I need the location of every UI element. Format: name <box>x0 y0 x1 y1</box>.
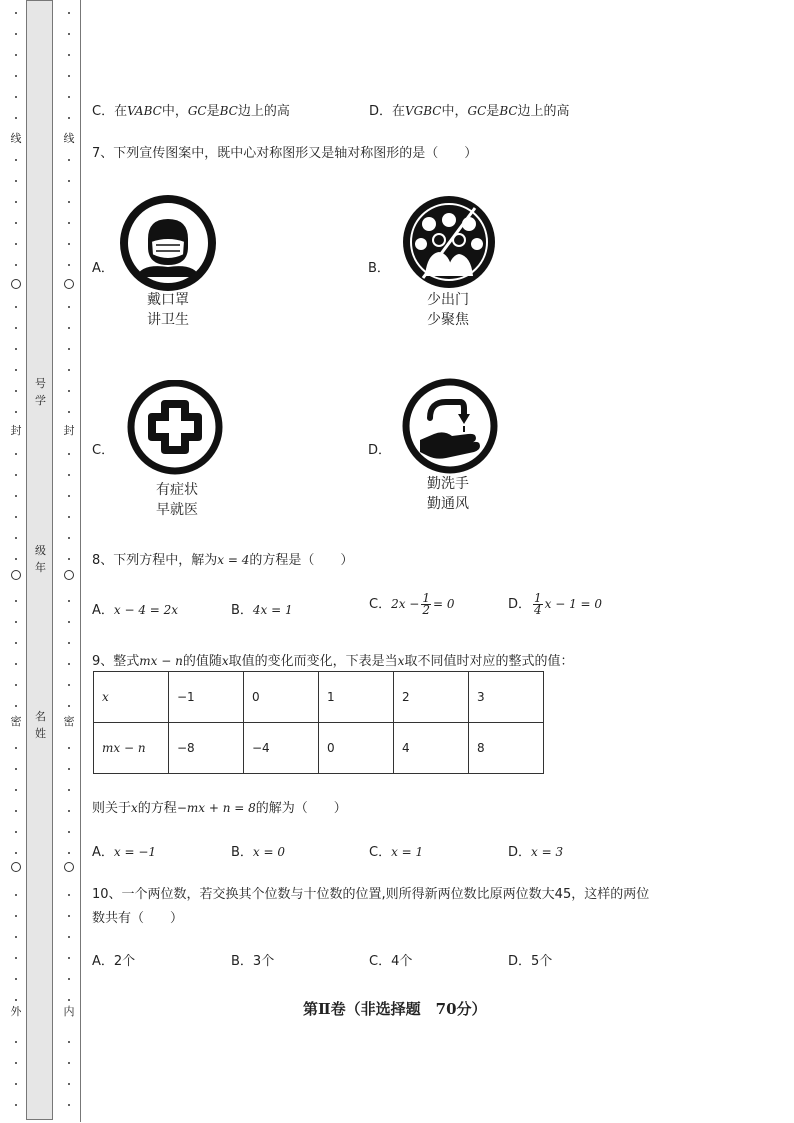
q8-option-c[interactable] <box>369 593 455 616</box>
caption-line: 早就医 <box>156 502 198 518</box>
cut-line-dot <box>68 1062 70 1064</box>
q7-option-b-caption <box>393 290 503 330</box>
q9-option-c[interactable] <box>369 841 423 860</box>
cut-line-dot <box>15 306 17 308</box>
q7-option-d-letter[interactable]: D． <box>368 443 392 458</box>
option-text: 边上的高 <box>517 104 570 119</box>
cut-line-dot <box>15 957 17 959</box>
cut-line-dot <box>68 978 70 980</box>
fraction <box>533 593 543 616</box>
table-cell: 0 <box>319 723 394 774</box>
cut-line-dot <box>15 621 17 623</box>
margin-char: 密 <box>63 715 75 728</box>
crowd-no-gathering-icon <box>399 194 499 290</box>
option-text: 边上的高 <box>237 104 290 119</box>
medical-cross-icon <box>125 380 225 476</box>
table-cell: 1 <box>319 672 394 723</box>
cut-line-dot <box>15 789 17 791</box>
cut-line-dot <box>68 705 70 707</box>
cut-line-dot <box>68 474 70 476</box>
option-letter: B． <box>231 845 253 860</box>
q8-option-a[interactable] <box>92 599 178 618</box>
cut-line-dot <box>15 600 17 602</box>
cut-line-dot <box>15 978 17 980</box>
cut-line-dot <box>68 33 70 35</box>
cut-line-dot <box>15 558 17 560</box>
hand-washing-icon <box>400 378 500 474</box>
cut-line-dot <box>15 810 17 812</box>
cut-line-dot <box>15 96 17 98</box>
stem-text: 的方程是（ ） <box>249 553 354 568</box>
table-cell: mx − n <box>94 723 169 774</box>
cut-line-dot <box>68 663 70 665</box>
cut-line-dot <box>15 12 17 14</box>
cut-line-dot <box>15 894 17 896</box>
option-math: x = −1 <box>113 845 157 859</box>
fraction-numerator: 1 <box>422 591 430 605</box>
margin-char: 内 <box>63 1005 75 1018</box>
cut-line-dot <box>68 621 70 623</box>
fraction-denominator: 2 <box>422 603 430 617</box>
option-math: x − 1 = 0 <box>544 597 603 611</box>
caption-line: 有症状 <box>156 482 198 498</box>
stem-text: 8、下列方程中，解为 <box>92 553 218 568</box>
cut-line-dot <box>68 243 70 245</box>
cut-line-dot <box>68 747 70 749</box>
q7-stem: 7、下列宣传图案中，既中心对称图形又是轴对称图形的是（ ） <box>92 146 478 161</box>
option-text: 中， <box>441 104 468 119</box>
table-cell: x <box>94 672 169 723</box>
part-two-title: 第Ⅱ卷（非选择题 70分） <box>303 1000 487 1018</box>
mask-person-icon <box>118 195 218 291</box>
q8-option-b[interactable] <box>231 599 293 618</box>
cut-line-dot <box>15 663 17 665</box>
option-math: x − 4 = 2x <box>113 603 179 617</box>
cut-line-dot <box>15 264 17 266</box>
circle-mark-icon <box>64 862 74 872</box>
q10-option-c[interactable]: C．4个 <box>369 954 413 969</box>
cut-line-dot <box>68 831 70 833</box>
stem-math: x <box>221 654 229 668</box>
cut-line-dot <box>68 54 70 56</box>
stem-math: x = 4 <box>217 553 250 567</box>
stem-math: −mx + n = 8 <box>176 801 256 815</box>
stem-text: 的值随 <box>182 654 222 669</box>
margin-char: 线 <box>63 132 75 145</box>
option-math: 2x − <box>391 597 420 611</box>
caption-line: 少聚焦 <box>427 312 469 328</box>
q7-option-c-caption <box>122 480 232 520</box>
cut-line-dot <box>68 684 70 686</box>
segment-name: GC <box>187 104 207 118</box>
circle-mark-icon <box>64 570 74 580</box>
fraction-denominator: 4 <box>534 603 542 617</box>
table-cell: 0 <box>244 672 319 723</box>
cut-line-dot <box>68 369 70 371</box>
q7-option-a-caption <box>113 290 223 330</box>
cut-line-dot <box>68 537 70 539</box>
option-letter: B． <box>231 603 253 618</box>
q9-option-b[interactable] <box>231 841 285 860</box>
q9-stem <box>92 650 573 669</box>
q10-stem-line1: 10、一个两位数，若交换其个位数与十位数的位置,则所得新两位数比原两位数大45，这样的两位 <box>92 887 650 902</box>
table-row <box>94 723 544 774</box>
cut-line-dot <box>68 201 70 203</box>
cut-line-dot <box>15 201 17 203</box>
cut-line-dot <box>68 264 70 266</box>
cut-line-dot <box>68 999 70 1001</box>
option-text: 中， <box>161 104 188 119</box>
cut-line-dot <box>15 453 17 455</box>
cut-line-dot <box>68 306 70 308</box>
cut-line-dot <box>68 180 70 182</box>
cut-line-dot <box>68 222 70 224</box>
cut-line-dot <box>68 1083 70 1085</box>
cut-line-dot <box>15 537 17 539</box>
caption-line: 讲卫生 <box>147 312 189 328</box>
cut-line-dot <box>15 768 17 770</box>
cut-line-dot <box>68 96 70 98</box>
caption-line: 勤洗手 <box>427 476 469 492</box>
option-math: 4x = 1 <box>252 603 293 617</box>
q7-option-b-letter[interactable]: B． <box>368 261 390 276</box>
cut-line-dot <box>15 936 17 938</box>
cut-line-dot <box>15 1062 17 1064</box>
cut-line-dot <box>68 936 70 938</box>
option-letter: C． <box>369 845 392 860</box>
stem-text: 取不同值时对应的整式的值： <box>404 654 574 669</box>
segment-name: BC <box>499 104 518 118</box>
cut-line-dot <box>68 75 70 77</box>
cut-line-dot <box>15 684 17 686</box>
cut-line-dot <box>68 495 70 497</box>
cut-line-dot <box>15 411 17 413</box>
cut-line-dot <box>15 852 17 854</box>
strip-label-text: 号学 <box>35 377 46 407</box>
cut-line-dot <box>68 915 70 917</box>
cut-line-dot <box>68 852 70 854</box>
option-letter: A． <box>92 603 114 618</box>
triangle-name: VABC <box>127 104 162 118</box>
stem-text: 9、整式 <box>92 654 140 669</box>
cut-line-dot <box>15 999 17 1001</box>
cut-line-dot <box>68 558 70 560</box>
stem-math: x <box>397 654 405 668</box>
stem-math: x <box>131 801 138 815</box>
cut-line-dot <box>68 453 70 455</box>
table-cell: 2 <box>394 672 469 723</box>
cut-line-dot <box>15 1104 17 1106</box>
q7-option-a-letter[interactable]: A． <box>92 261 114 276</box>
strip-label-text: 级年 <box>35 544 46 574</box>
q10-option-d[interactable]: D．5个 <box>508 954 553 969</box>
binding-margin <box>0 0 82 1123</box>
table-row <box>94 672 544 723</box>
margin-char: 线 <box>10 132 22 145</box>
left-dotted-cut-line <box>9 0 23 1123</box>
cut-line-dot <box>15 180 17 182</box>
cut-line-dot <box>15 159 17 161</box>
cut-line-dot <box>15 747 17 749</box>
fraction-numerator: 1 <box>534 591 542 605</box>
cut-line-dot <box>68 789 70 791</box>
cut-line-dot <box>68 810 70 812</box>
segment-name: BC <box>219 104 238 118</box>
option-text: D．在 <box>369 104 406 119</box>
option-math: = 0 <box>433 597 455 611</box>
caption-line: 少出门 <box>427 292 469 308</box>
cut-line-dot <box>68 159 70 161</box>
cut-line-dot <box>68 390 70 392</box>
cut-line-dot <box>15 54 17 56</box>
cut-line-dot <box>68 1041 70 1043</box>
circle-mark-icon <box>11 279 21 289</box>
table-cell: −4 <box>244 723 319 774</box>
q9-value-table <box>93 671 544 774</box>
margin-char: 封 <box>10 424 22 437</box>
stem-text: 取值的变化而变化，下表是当 <box>228 654 398 669</box>
cut-line-dot <box>68 600 70 602</box>
q9-option-d[interactable] <box>508 841 563 860</box>
cut-line-dot <box>15 516 17 518</box>
option-text: C．在 <box>92 104 128 119</box>
id-number-label <box>27 375 54 409</box>
q8-option-d[interactable] <box>508 593 602 616</box>
table-cell: −8 <box>169 723 244 774</box>
option-math: x = 3 <box>531 845 564 859</box>
cut-line-dot <box>68 768 70 770</box>
cut-line-dot <box>68 348 70 350</box>
cut-line-dot <box>15 1083 17 1085</box>
margin-char: 封 <box>63 424 75 437</box>
q6-option-c[interactable] <box>92 100 290 119</box>
option-letter: D． <box>508 845 532 860</box>
cut-line-dot <box>15 243 17 245</box>
option-letter: A． <box>92 845 114 860</box>
cut-line-dot <box>68 327 70 329</box>
q10-stem-line2: 数共有（ ） <box>92 911 184 926</box>
q10-option-b[interactable]: B．3个 <box>231 954 275 969</box>
q7-option-c-letter[interactable]: C． <box>92 443 115 458</box>
cut-line-dot <box>15 117 17 119</box>
q9-option-a[interactable] <box>92 841 156 860</box>
option-text: 是 <box>206 104 220 119</box>
cut-line-dot <box>68 957 70 959</box>
margin-char: 密 <box>10 715 22 728</box>
cut-line-dot <box>15 705 17 707</box>
cut-line-dot <box>68 411 70 413</box>
option-text: 是 <box>486 104 500 119</box>
margin-border-line <box>80 0 81 1122</box>
cut-line-dot <box>15 495 17 497</box>
q6-option-d[interactable] <box>369 100 570 119</box>
cut-line-dot <box>68 1104 70 1106</box>
cut-line-dot <box>68 117 70 119</box>
cut-line-dot <box>68 12 70 14</box>
cut-line-dot <box>15 915 17 917</box>
cut-line-dot <box>15 390 17 392</box>
stem-text: 则关于 <box>92 801 132 816</box>
cut-line-dot <box>15 33 17 35</box>
cut-line-dot <box>68 516 70 518</box>
option-letter: C． <box>369 597 392 612</box>
cut-line-dot <box>15 222 17 224</box>
right-dotted-cut-line <box>62 0 76 1123</box>
q7-option-d-caption <box>393 474 503 514</box>
name-label <box>27 708 54 742</box>
cut-line-dot <box>15 369 17 371</box>
cut-line-dot <box>15 1041 17 1043</box>
segment-name: GC <box>467 104 487 118</box>
table-cell: 8 <box>469 723 544 774</box>
grade-label <box>27 542 54 576</box>
stem-text: 的解为（ ） <box>255 801 347 816</box>
triangle-name: VGBC <box>405 104 442 118</box>
fraction <box>421 593 431 616</box>
cut-line-dot <box>68 894 70 896</box>
cut-line-dot <box>15 474 17 476</box>
cut-line-dot <box>15 75 17 77</box>
circle-mark-icon <box>11 862 21 872</box>
circle-mark-icon <box>11 570 21 580</box>
q8-stem <box>92 549 353 568</box>
margin-char: 外 <box>10 1005 22 1018</box>
option-letter: D． <box>508 597 532 612</box>
option-math: x = 1 <box>391 845 424 859</box>
cut-line-dot <box>15 831 17 833</box>
q9-follow-up <box>92 797 347 816</box>
student-info-strip <box>26 0 53 1120</box>
q10-option-a[interactable]: A．2个 <box>92 954 136 969</box>
caption-line: 戴口罩 <box>147 292 189 308</box>
strip-label-text: 名姓 <box>35 710 46 740</box>
stem-text: 的方程 <box>137 801 177 816</box>
cut-line-dot <box>15 348 17 350</box>
table-cell: 4 <box>394 723 469 774</box>
cut-line-dot <box>68 642 70 644</box>
table-cell: −1 <box>169 672 244 723</box>
table-cell: 3 <box>469 672 544 723</box>
option-math: x = 0 <box>252 845 286 859</box>
cut-line-dot <box>15 642 17 644</box>
cut-line-dot <box>15 327 17 329</box>
stem-math: mx − n <box>139 654 183 668</box>
circle-mark-icon <box>64 279 74 289</box>
caption-line: 勤通风 <box>427 496 469 512</box>
